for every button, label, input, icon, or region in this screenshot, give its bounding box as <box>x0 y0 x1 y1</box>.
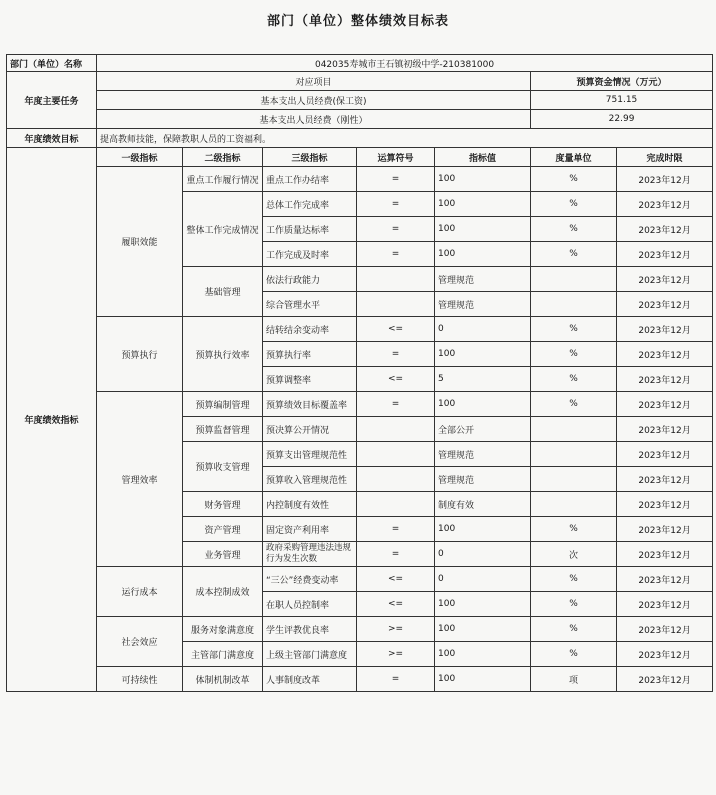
unit-cell: % <box>531 342 617 367</box>
unit-cell: % <box>531 242 617 267</box>
op-cell <box>357 292 435 317</box>
unit-cell <box>531 292 617 317</box>
col-header: 完成时限 <box>617 148 713 167</box>
level3-cell: 人事制度改革 <box>263 667 357 692</box>
unit-cell: % <box>531 167 617 192</box>
level3-cell: 内控制度有效性 <box>263 492 357 517</box>
tasks-header-item: 对应项目 <box>97 72 531 91</box>
level2-cell: 预算执行效率 <box>183 317 263 392</box>
unit-cell <box>531 417 617 442</box>
unit-cell: % <box>531 592 617 617</box>
table-row <box>7 617 713 642</box>
op-cell <box>357 492 435 517</box>
col-header: 一级指标 <box>97 148 183 167</box>
unit-cell <box>531 492 617 517</box>
time-cell: 2023年12月 <box>617 517 713 542</box>
op-cell: <= <box>357 567 435 592</box>
level2-cell: 重点工作履行情况 <box>183 167 263 192</box>
op-cell: = <box>357 192 435 217</box>
value-cell: 管理规范 <box>435 292 531 317</box>
dept-value: 042035寿城市王石镇初级中学-210381000 <box>97 55 713 72</box>
level2-cell: 预算收支管理 <box>183 442 263 492</box>
time-cell: 2023年12月 <box>617 667 713 692</box>
unit-cell: % <box>531 192 617 217</box>
indicator-header-row <box>7 148 713 167</box>
level1-cell: 管理效率 <box>97 392 183 567</box>
op-cell: = <box>357 167 435 192</box>
level3-cell: 学生评教优良率 <box>263 617 357 642</box>
level2-cell: 主管部门满意度 <box>183 642 263 667</box>
time-cell: 2023年12月 <box>617 417 713 442</box>
level3-cell: 预算调整率 <box>263 367 357 392</box>
task-budget: 22.99 <box>531 110 713 129</box>
value-cell: 0 <box>435 567 531 592</box>
level3-cell: 预算执行率 <box>263 342 357 367</box>
op-cell: = <box>357 517 435 542</box>
level2-cell: 整体工作完成情况 <box>183 192 263 267</box>
level1-cell: 社会效应 <box>97 617 183 667</box>
level2-cell: 资产管理 <box>183 517 263 542</box>
level3-cell: 在职人员控制率 <box>263 592 357 617</box>
level1-cell: 预算执行 <box>97 317 183 392</box>
unit-cell: % <box>531 517 617 542</box>
time-cell: 2023年12月 <box>617 617 713 642</box>
goal-row <box>7 129 713 148</box>
level2-cell: 预算监督管理 <box>183 417 263 442</box>
col-header: 三级指标 <box>263 148 357 167</box>
table-row <box>7 317 713 342</box>
level3-cell: 结转结余变动率 <box>263 317 357 342</box>
indicators-label: 年度绩效指标 <box>7 148 97 692</box>
level3-cell: 预算收入管理规范性 <box>263 467 357 492</box>
value-cell: 制度有效 <box>435 492 531 517</box>
op-cell: = <box>357 667 435 692</box>
unit-cell: % <box>531 567 617 592</box>
level2-cell: 成本控制成效 <box>183 567 263 617</box>
level3-cell: 固定资产利用率 <box>263 517 357 542</box>
unit-cell: 次 <box>531 542 617 567</box>
op-cell: = <box>357 342 435 367</box>
value-cell: 100 <box>435 342 531 367</box>
performance-table <box>6 54 713 692</box>
value-cell: 0 <box>435 317 531 342</box>
col-header: 度量单位 <box>531 148 617 167</box>
op-cell: = <box>357 392 435 417</box>
level1-cell: 可持续性 <box>97 667 183 692</box>
tasks-label: 年度主要任务 <box>7 72 97 129</box>
level3-cell: 综合管理水平 <box>263 292 357 317</box>
time-cell: 2023年12月 <box>617 642 713 667</box>
table-row <box>7 667 713 692</box>
time-cell: 2023年12月 <box>617 267 713 292</box>
value-cell: 管理规范 <box>435 267 531 292</box>
value-cell: 管理规范 <box>435 467 531 492</box>
value-cell: 100 <box>435 642 531 667</box>
value-cell: 100 <box>435 392 531 417</box>
dept-label: 部门（单位）名称 <box>7 55 97 72</box>
value-cell: 100 <box>435 517 531 542</box>
level2-cell: 体制机制改革 <box>183 667 263 692</box>
tasks-header-budget: 预算资金情况（万元） <box>531 72 713 91</box>
time-cell: 2023年12月 <box>617 442 713 467</box>
level2-cell: 服务对象满意度 <box>183 617 263 642</box>
value-cell: 全部公开 <box>435 417 531 442</box>
level2-cell: 业务管理 <box>183 542 263 567</box>
time-cell: 2023年12月 <box>617 317 713 342</box>
level3-cell: 上级主管部门满意度 <box>263 642 357 667</box>
time-cell: 2023年12月 <box>617 192 713 217</box>
level3-cell: 依法行政能力 <box>263 267 357 292</box>
level2-cell: 财务管理 <box>183 492 263 517</box>
unit-cell: % <box>531 392 617 417</box>
time-cell: 2023年12月 <box>617 242 713 267</box>
op-cell <box>357 417 435 442</box>
time-cell: 2023年12月 <box>617 542 713 567</box>
level3-cell: 重点工作办结率 <box>263 167 357 192</box>
time-cell: 2023年12月 <box>617 367 713 392</box>
task-item: 基本支出人员经费（刚性） <box>97 110 531 129</box>
unit-cell: % <box>531 642 617 667</box>
value-cell: 100 <box>435 667 531 692</box>
level3-cell: 总体工作完成率 <box>263 192 357 217</box>
unit-cell: 项 <box>531 667 617 692</box>
goal-label: 年度绩效目标 <box>7 129 97 148</box>
level1-cell: 履职效能 <box>97 167 183 317</box>
value-cell: 管理规范 <box>435 442 531 467</box>
task-row <box>7 91 713 110</box>
op-cell: = <box>357 542 435 567</box>
time-cell: 2023年12月 <box>617 217 713 242</box>
level3-cell: 预算绩效目标覆盖率 <box>263 392 357 417</box>
level2-cell: 基础管理 <box>183 267 263 317</box>
task-item: 基本支出人员经费(保工资) <box>97 91 531 110</box>
level3-cell: 政府采购管理违法违规行为发生次数 <box>263 542 357 567</box>
table-row <box>7 392 713 417</box>
op-cell: >= <box>357 617 435 642</box>
level3-cell: 预算支出管理规范性 <box>263 442 357 467</box>
unit-cell: % <box>531 617 617 642</box>
unit-cell: % <box>531 367 617 392</box>
col-header: 指标值 <box>435 148 531 167</box>
value-cell: 100 <box>435 592 531 617</box>
unit-cell <box>531 442 617 467</box>
task-row <box>7 110 713 129</box>
time-cell: 2023年12月 <box>617 467 713 492</box>
op-cell: = <box>357 217 435 242</box>
time-cell: 2023年12月 <box>617 342 713 367</box>
table-row <box>7 567 713 592</box>
level3-cell: “三公”经费变动率 <box>263 567 357 592</box>
unit-cell <box>531 267 617 292</box>
time-cell: 2023年12月 <box>617 492 713 517</box>
col-header: 运算符号 <box>357 148 435 167</box>
time-cell: 2023年12月 <box>617 292 713 317</box>
goal-value: 提高教师技能，保障教职人员的工资福利。 <box>97 129 713 148</box>
op-cell: >= <box>357 642 435 667</box>
time-cell: 2023年12月 <box>617 392 713 417</box>
level1-cell: 运行成本 <box>97 567 183 617</box>
level2-cell: 预算编制管理 <box>183 392 263 417</box>
op-cell <box>357 442 435 467</box>
op-cell: <= <box>357 592 435 617</box>
op-cell <box>357 267 435 292</box>
time-cell: 2023年12月 <box>617 167 713 192</box>
unit-cell <box>531 467 617 492</box>
value-cell: 100 <box>435 167 531 192</box>
value-cell: 0 <box>435 542 531 567</box>
page-title: 部门（单位）整体绩效目标表 <box>266 14 449 29</box>
op-cell: = <box>357 242 435 267</box>
op-cell: <= <box>357 367 435 392</box>
time-cell: 2023年12月 <box>617 592 713 617</box>
task-budget: 751.15 <box>531 91 713 110</box>
op-cell: <= <box>357 317 435 342</box>
level3-cell: 工作完成及时率 <box>263 242 357 267</box>
time-cell: 2023年12月 <box>617 567 713 592</box>
value-cell: 100 <box>435 192 531 217</box>
col-header: 二级指标 <box>183 148 263 167</box>
op-cell <box>357 467 435 492</box>
level3-cell: 预决算公开情况 <box>263 417 357 442</box>
tasks-header-row <box>7 72 713 91</box>
table-row <box>7 167 713 192</box>
unit-cell: % <box>531 217 617 242</box>
unit-cell: % <box>531 317 617 342</box>
value-cell: 100 <box>435 217 531 242</box>
value-cell: 100 <box>435 617 531 642</box>
value-cell: 5 <box>435 367 531 392</box>
value-cell: 100 <box>435 242 531 267</box>
level3-cell: 工作质量达标率 <box>263 217 357 242</box>
dept-row <box>7 55 713 72</box>
